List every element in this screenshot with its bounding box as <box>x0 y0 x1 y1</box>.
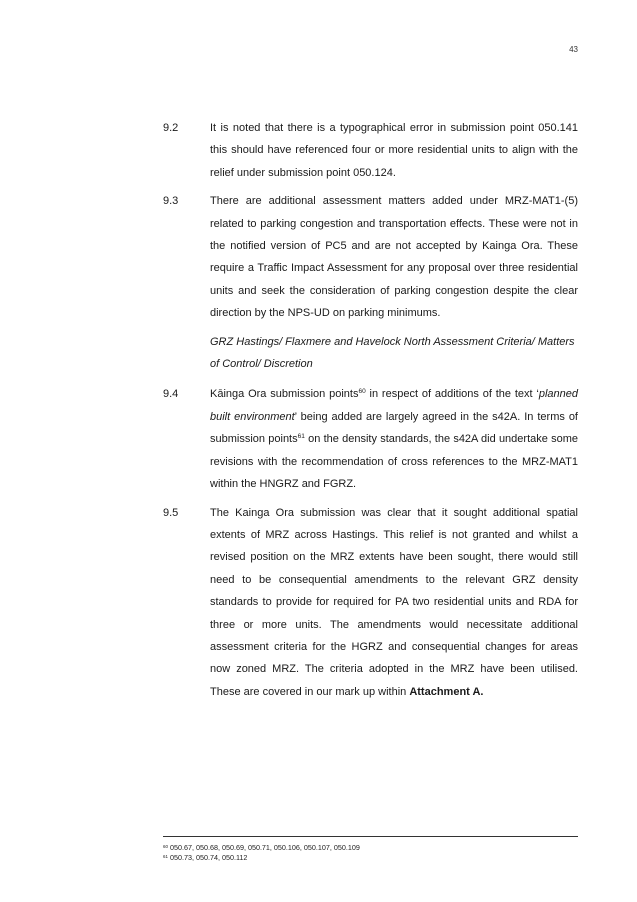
page-spacer <box>163 709 578 836</box>
text-run: Kāinga Ora submission points <box>210 388 359 401</box>
paragraph-9-2 <box>163 117 578 184</box>
section-subheading: GRZ Hastings/ Flaxmere and Havelock North Assessment Criteria/ Matters of Control/ Discretion <box>210 335 575 371</box>
footnote-60 <box>163 843 578 853</box>
attachment-reference: Attachment A. <box>409 685 484 698</box>
page-number: 43 <box>569 45 578 54</box>
footnotes <box>163 843 578 862</box>
footnote-separator <box>163 836 578 837</box>
text-run: on the density standards, the s42A did undertake some revisions with the recommendation of cross references to the MRZ-MAT1 within the HNGRZ and FGRZ. <box>210 433 578 491</box>
paragraph-text <box>210 502 578 704</box>
paragraph-number: 9.5 <box>163 506 179 519</box>
text-run: The Kainga Ora submission was clear that it sought additional spatial extents of MRZ across Hastings. This relief is not granted and whilst a revised position on the MRZ extents have been sought, there would still need to be consequential amendments to the relevant GRZ density standards to provide for required for PA two residential units and RDA for three or more units. The amendments would necessitate additional assessment criteria for the HGRZ and consequential changes for areas now zoned MRZ. The criteria adopted in the MRZ have been utilised. These are covered in our mark up within <box>210 506 578 698</box>
italic-quote: planned built environment <box>210 388 578 423</box>
footnote-ref-60[interactable]: 60 <box>358 388 366 396</box>
paragraph-9-3 <box>163 190 578 324</box>
paragraph-9-5 <box>163 502 578 704</box>
footnote-text: 050.67, 050.68, 050.69, 050.71, 050.106, 050.107, 050.109 <box>170 843 360 852</box>
paragraph-number: 9.2 <box>163 122 179 134</box>
paragraph-text <box>210 383 578 495</box>
paragraph-number: 9.3 <box>163 195 179 208</box>
footnote-mark: 60 <box>163 844 169 849</box>
text-run: ’ being added are largely agreed in the s42A. In terms of submission points <box>210 410 578 446</box>
paragraph-number: 9.4 <box>163 388 179 401</box>
footnote-mark: 61 <box>163 853 169 859</box>
paragraph-text: It is noted that there is a typographical error in submission point 050.141 this should have referenced four or more residential units to align with the relief under submission point 050.124. <box>210 122 578 179</box>
paragraph-text: There are additional assessment matters added under MRZ-MAT1-(5) related to parking congestion and transportation effects. These were not in the notified version of PC5 and are not accepted by Kainga Ora. These require a Traffic Impact Assessment for any proposal over three residential units and seek the consideration of parking congestion despite the clear direction by the NPS-UD on parking minimums. <box>210 195 578 320</box>
paragraph-9-4 <box>163 383 578 495</box>
footnote-ref-61[interactable]: 61 <box>297 433 305 441</box>
footnote-text: 050.73, 050.74, 050.112 <box>170 852 248 862</box>
footnote-61 <box>163 853 578 863</box>
text-run: in respect of additions of the text ‘ <box>365 388 539 401</box>
